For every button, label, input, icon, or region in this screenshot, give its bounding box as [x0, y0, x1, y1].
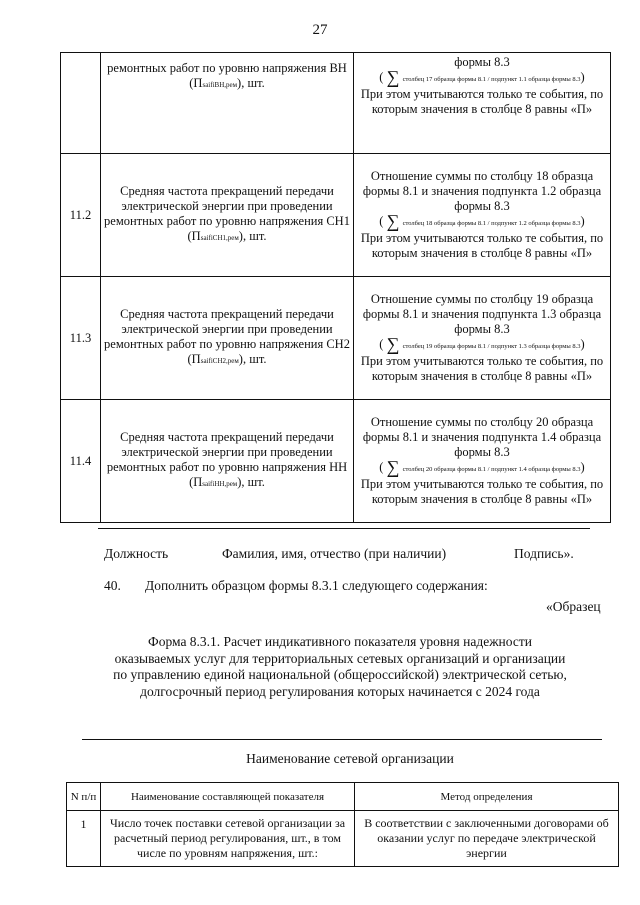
sigma-icon: ∑ — [386, 211, 400, 231]
column-header: N п/п — [67, 783, 101, 811]
component-name: Число точек поставки сетевой организации за расчетный период регулирования, шт., в том числе по уровням напряжения, шт.: — [101, 811, 355, 867]
signature-sign: Подпись». — [514, 546, 574, 561]
method-tail: При этом учитываются только те события, по которым значения в столбце 8 равны «П» — [360, 87, 604, 116]
table-row — [61, 154, 611, 277]
row-number: 11.3 — [61, 277, 101, 400]
method-head: Отношение суммы по столбцу 19 образца формы 8.1 и значения подпункта 1.3 образца формы 8.3 — [362, 292, 602, 336]
method-head: Отношение суммы по столбцу 20 образца формы 8.1 и значения подпункта 1.4 образца формы 8.3 — [362, 415, 602, 459]
indicator-name: Средняя частота прекращений передачи электрической энергии при проведении ремонтных работ по уровню напряжения СН2 (ПsaifiСН2,рем), шт. — [101, 277, 354, 400]
method-sum: ( ∑ столбец 20 образца формы 8.1 / подпункт 1.4 образца формы 8.3) — [379, 457, 585, 477]
row-number: 11.2 — [61, 154, 101, 277]
column-header: Наименование составляющей показателя — [101, 783, 355, 811]
indicator-table — [60, 52, 611, 523]
method-cell — [354, 154, 611, 277]
sigma-icon: ∑ — [386, 334, 400, 354]
method-head: формы 8.3 — [454, 55, 510, 69]
indicator-name: Средняя частота прекращений передачи электрической энергии при проведении ремонтных работ по уровню напряжения СН1 (ПsaifiСН1,рем), шт. — [101, 154, 354, 277]
table-row — [61, 277, 611, 400]
page-number: 27 — [312, 22, 328, 38]
method-sum: ( ∑ столбец 19 образца формы 8.1 / подпункт 1.3 образца формы 8.3) — [379, 334, 585, 354]
table-row — [61, 53, 611, 154]
method-cell — [354, 53, 611, 154]
org-name-label: Наименование сетевой организации — [246, 751, 454, 766]
method-cell — [354, 277, 611, 400]
method-head: Отношение суммы по столбцу 18 образца формы 8.1 и значения подпункта 1.2 образца формы 8.3 — [362, 169, 602, 213]
form-title: Форма 8.3.1. Расчет индикативного показателя уровня надежности оказываемых услуг для территориальных сетевых организаций и организации по управлению единой национальной (общероссийской) электрической сетью, долгосрочный период регулирования которых начинается с 2024 года — [113, 634, 567, 699]
component-method: В соответствии с заключенными договорами об оказании услуг по передаче электрической энергии — [355, 811, 619, 867]
indicator-name: Средняя частота прекращений передачи электрической энергии при проведении ремонтных работ по уровню напряжения НН (ПsaifiНН,рем), шт. — [101, 400, 354, 523]
column-header: Метод определения — [355, 783, 619, 811]
method-tail: При этом учитываются только те события, по которым значения в столбце 8 равны «П» — [360, 231, 604, 260]
row-number — [61, 53, 101, 154]
row-number: 1 — [67, 811, 101, 867]
method-sum: ( ∑ столбец 18 образца формы 8.1 / подпункт 1.2 образца формы 8.3) — [379, 211, 585, 231]
table-header-row — [67, 783, 619, 811]
divider-line — [98, 528, 590, 529]
row-number: 11.4 — [61, 400, 101, 523]
signature-position: Должность — [104, 546, 169, 561]
sigma-icon: ∑ — [386, 457, 400, 477]
method-sum: ( ∑ столбец 17 образца формы 8.1 / подпункт 1.1 образца формы 8.3) — [379, 67, 585, 87]
components-table — [66, 782, 619, 867]
method-cell — [354, 400, 611, 523]
method-tail: При этом учитываются только те события, по которым значения в столбце 8 равны «П» — [360, 477, 604, 506]
paragraph-number: 40. — [104, 578, 121, 593]
signature-name: Фамилия, имя, отчество (при наличии) — [222, 546, 447, 561]
paragraph-text: Дополнить образцом формы 8.3.1 следующего содержания: — [145, 578, 488, 593]
method-tail: При этом учитываются только те события, по которым значения в столбце 8 равны «П» — [360, 354, 604, 383]
sample-label: «Образец — [546, 599, 601, 614]
table-row — [61, 400, 611, 523]
table-row — [67, 811, 619, 867]
sigma-icon: ∑ — [386, 67, 400, 87]
divider-line — [82, 739, 602, 740]
indicator-name: ремонтных работ по уровню напряжения ВН (ПsaifiВН,рем), шт. — [101, 53, 354, 154]
